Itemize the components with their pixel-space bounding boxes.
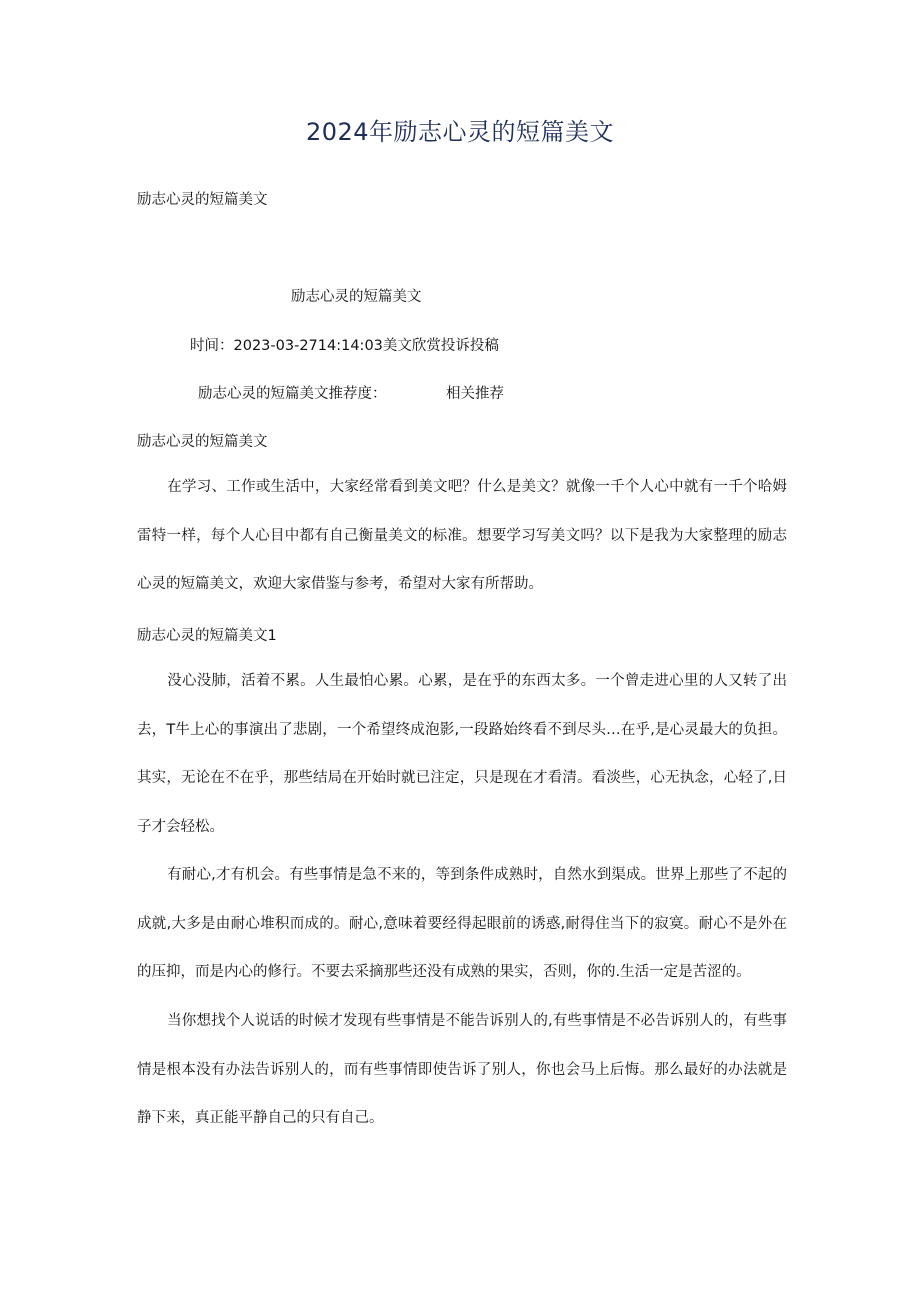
paragraph-text: 没心没肺，活着不累。人生最怕心累。心累，是在乎的东西太多。一个曾走进心里的人又转了出去，T牛上心的事演出了悲剧，一个希望终成泡影,一段路始终看不到尽头…在乎,是心灵最大的负担。其实，无论在不在乎，那些结局在开始时就已注定，只是现在才看清。看淡些，心无执念，心轻了,日子才会轻松。 xyxy=(137,673,787,835)
intro-paragraph xyxy=(137,463,787,609)
meta-line: 时间：2023-03-2714:14:03美文欣赏投诉投稿 xyxy=(190,338,499,354)
body-paragraph xyxy=(137,997,787,1143)
document-subtitle: 励志心灵的短篇美文 xyxy=(137,192,268,208)
article-heading: 励志心灵的短篇美文1 xyxy=(137,628,277,644)
paragraph-text: 有耐心,才有机会。有些事情是急不来的，等到条件成熟时，自然水到渠成。世界上那些了不起的成就,大多是由耐心堆积而成的。耐心,意味着要经得起眼前的诱惑,耐得住当下的寂寞。耐心不是外在的压抑，而是内心的修行。不要去采摘那些还没有成熟的果实，否则，你的.生活一定是苦涩的。 xyxy=(137,867,787,980)
related-link[interactable]: 相关推荐 xyxy=(446,386,504,402)
paragraph-text: 当你想找个人说话的时候才发现有些事情是不能告诉别人的,有些事情是不必告诉别人的，有些事情是根本没有办法告诉别人的，而有些事情即使告诉了别人，你也会马上后悔。那么最好的办法就是静下来，真正能平静自己的只有自己。 xyxy=(137,1013,787,1126)
centered-heading: 励志心灵的短篇美文 xyxy=(291,289,422,305)
section-heading: 励志心灵的短篇美文 xyxy=(137,434,268,450)
intro-text: 在学习、工作或生活中，大家经常看到美文吧？什么是美文？就像一千个人心中就有一千个哈姆雷特一样，每个人心目中都有自己衡量美文的标准。想要学习写美文吗？以下是我为大家整理的励志心灵的短篇美文，欢迎大家借鉴与参考，希望对大家有所帮助。 xyxy=(137,479,787,592)
body-paragraph xyxy=(137,657,787,851)
body-paragraph xyxy=(137,851,787,997)
document-title: 2024年励志心灵的短篇美文 xyxy=(305,118,615,146)
recommend-label: 励志心灵的短篇美文推荐度： xyxy=(198,386,387,402)
